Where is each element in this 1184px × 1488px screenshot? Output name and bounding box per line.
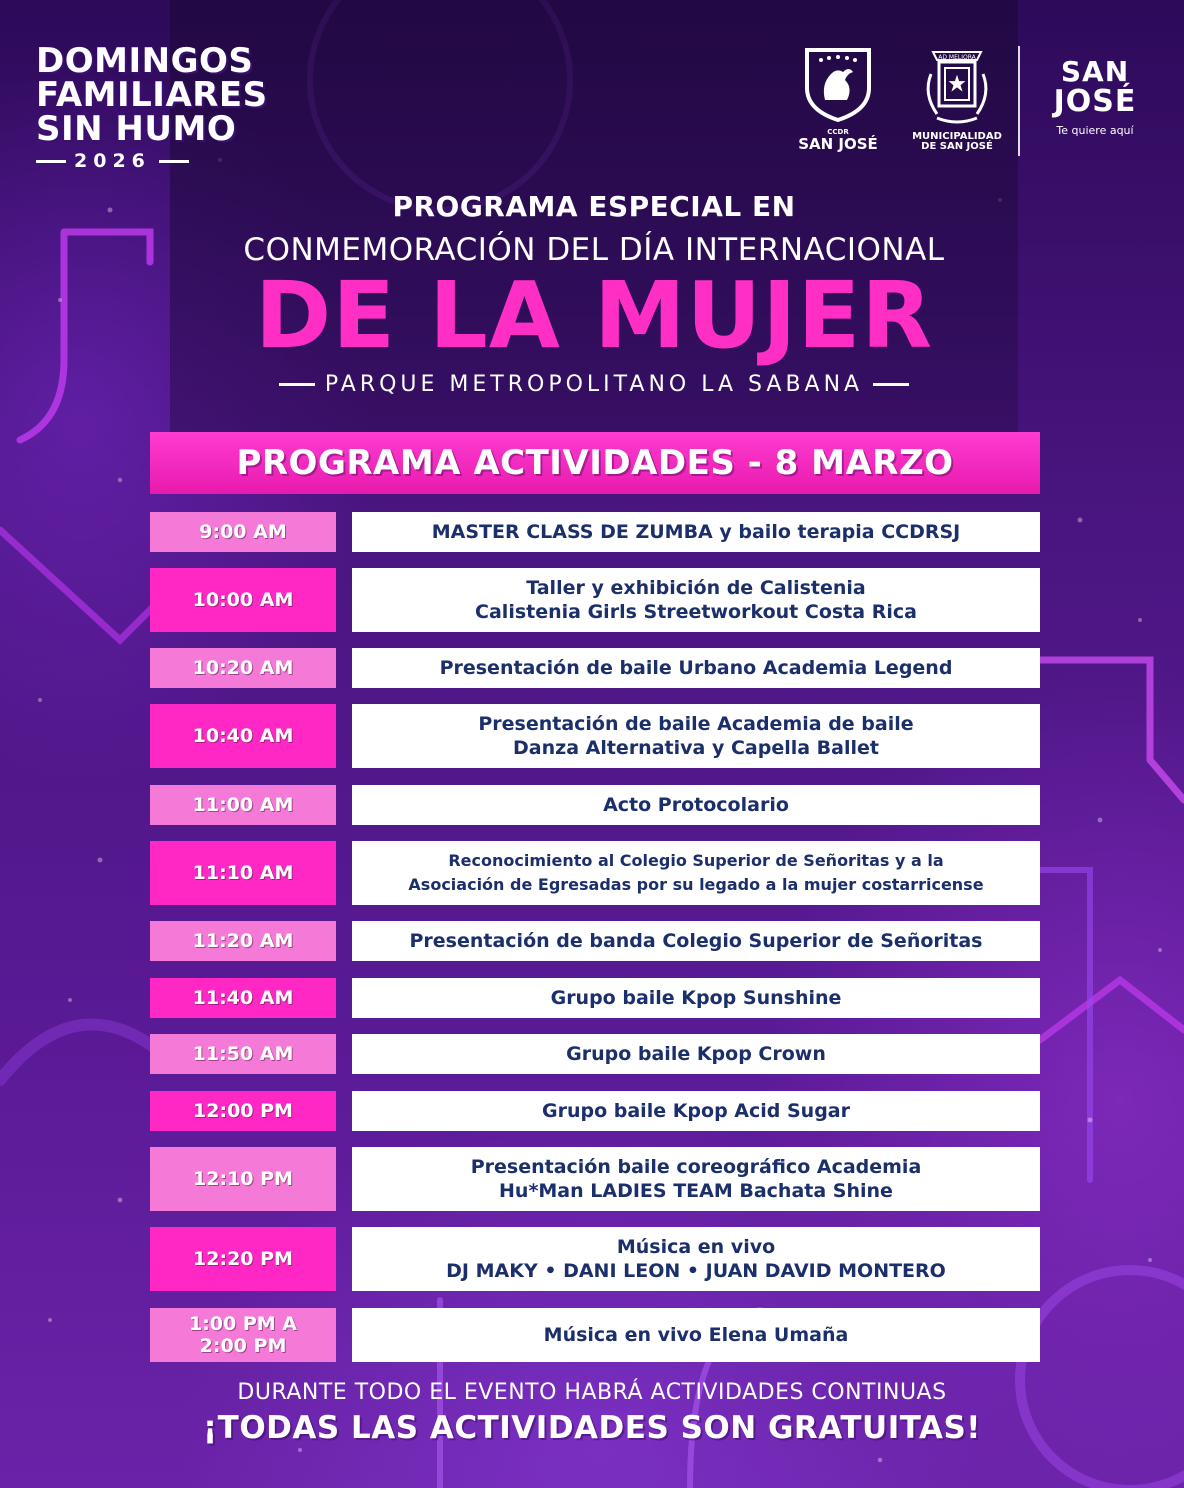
header-line1: PROGRAMA ESPECIAL EN	[392, 190, 796, 223]
schedule-row	[0, 841, 1184, 905]
san-jose-logo	[1032, 55, 1158, 137]
schedule-time: 11:10 AM	[150, 841, 336, 905]
event-logo-year: 2026	[74, 150, 151, 172]
schedule-time: 10:00 AM	[150, 568, 336, 632]
event-logo-line: DOMINGOS	[36, 41, 254, 81]
schedule-time: 10:40 AM	[150, 704, 336, 768]
schedule-row	[0, 1308, 1184, 1362]
schedule-activity: MASTER CLASS DE ZUMBA y bailo terapia CCDRSJ	[352, 512, 1040, 552]
schedule-row	[0, 648, 1184, 688]
schedule-time: 12:00 PM	[150, 1091, 336, 1131]
program-banner: PROGRAMA ACTIVIDADES - 8 MARZO	[150, 432, 1040, 494]
schedule-activity: Música en vivo DJ MAKY • DANI LEON • JUAN DAVID MONTERO	[352, 1227, 1040, 1291]
schedule-time: 12:10 PM	[150, 1147, 336, 1211]
header-line2: CONMEMORACIÓN DEL DÍA INTERNACIONAL	[243, 232, 945, 268]
schedule-row	[0, 1034, 1184, 1074]
schedule-row	[0, 785, 1184, 825]
schedule-activity: Taller y exhibición de Calistenia Calistenia Girls Streetworkout Costa Rica	[352, 568, 1040, 632]
municipality-name-line1: MUNICIPALIDAD	[912, 131, 1002, 142]
event-logo-line: SIN HUMO	[36, 109, 237, 149]
logo-divider	[1018, 46, 1020, 156]
ccdr-logo	[792, 44, 884, 152]
schedule-activity: Grupo baile Kpop Acid Sugar	[352, 1091, 1040, 1131]
schedule-activity: Presentación de baile Urbano Academia Legend	[352, 648, 1040, 688]
venue-row	[170, 372, 1018, 397]
san-jose-tagline: Te quiere aquí	[1056, 124, 1134, 137]
schedule-activity: Presentación de baile Academia de baile Danza Alternativa y Capella Ballet	[352, 704, 1040, 768]
schedule-row	[0, 512, 1184, 552]
schedule-activity: Grupo baile Kpop Sunshine	[352, 978, 1040, 1018]
event-logo-year-row	[36, 150, 286, 172]
schedule-row	[0, 1147, 1184, 1211]
divider	[279, 383, 315, 386]
ccdr-name: SAN JOSÉ	[798, 135, 878, 153]
event-logo-line: FAMILIARES	[36, 75, 268, 115]
event-logo	[36, 41, 286, 172]
municipal-crest-icon	[915, 44, 999, 128]
schedule-time: 11:00 AM	[150, 785, 336, 825]
footer-free-notice: ¡TODAS LAS ACTIVIDADES SON GRATUITAS!	[203, 1410, 981, 1446]
schedule-time: 1:00 PM A 2:00 PM	[150, 1308, 336, 1362]
schedule-row	[0, 1227, 1184, 1291]
schedule-time: 9:00 AM	[150, 512, 336, 552]
schedule-activity: Grupo baile Kpop Crown	[352, 1034, 1040, 1074]
schedule-row	[0, 1091, 1184, 1131]
schedule-activity: Reconocimiento al Colegio Superior de Señoritas y a la Asociación de Egresadas por su legado a la mujer costarricense	[352, 841, 1040, 905]
header-main-title: DE LA MUJER	[254, 262, 934, 369]
divider	[36, 160, 66, 163]
municipality-motto: AD MELIORA	[938, 54, 976, 61]
schedule-time: 11:50 AM	[150, 1034, 336, 1074]
footer-note: DURANTE TODO EL EVENTO HABRÁ ACTIVIDADES CONTINUAS	[237, 1380, 947, 1405]
outline-circle-bottom	[1020, 1270, 1184, 1488]
schedule-row	[0, 704, 1184, 768]
schedule-activity: Acto Protocolario	[352, 785, 1040, 825]
divider	[873, 383, 909, 386]
rooster-shield-icon	[801, 44, 875, 122]
municipality-logo	[912, 44, 1002, 152]
schedule-activity: Presentación baile coreográfico Academia Hu*Man LADIES TEAM Bachata Shine	[352, 1147, 1040, 1211]
municipality-name-line2: DE SAN JOSÉ	[921, 141, 993, 152]
schedule-row	[0, 568, 1184, 632]
schedule-activity: Presentación de banda Colegio Superior de Señoritas	[352, 921, 1040, 961]
schedule-time: 11:40 AM	[150, 978, 336, 1018]
schedule-time: 11:20 AM	[150, 921, 336, 961]
schedule-row	[0, 921, 1184, 961]
schedule-activity: Música en vivo Elena Umaña	[352, 1308, 1040, 1362]
divider	[159, 160, 189, 163]
schedule-time: 10:20 AM	[150, 648, 336, 688]
ccdr-small-label: CCDR	[827, 128, 849, 136]
schedule-time: 12:20 PM	[150, 1227, 336, 1291]
neon-line-left	[20, 232, 150, 440]
venue: PARQUE METROPOLITANO LA SABANA	[324, 372, 864, 397]
san-jose-logo-line1: SAN	[1060, 55, 1130, 88]
san-jose-logo-line2: JOSÉ	[1053, 84, 1137, 119]
schedule-row	[0, 978, 1184, 1018]
